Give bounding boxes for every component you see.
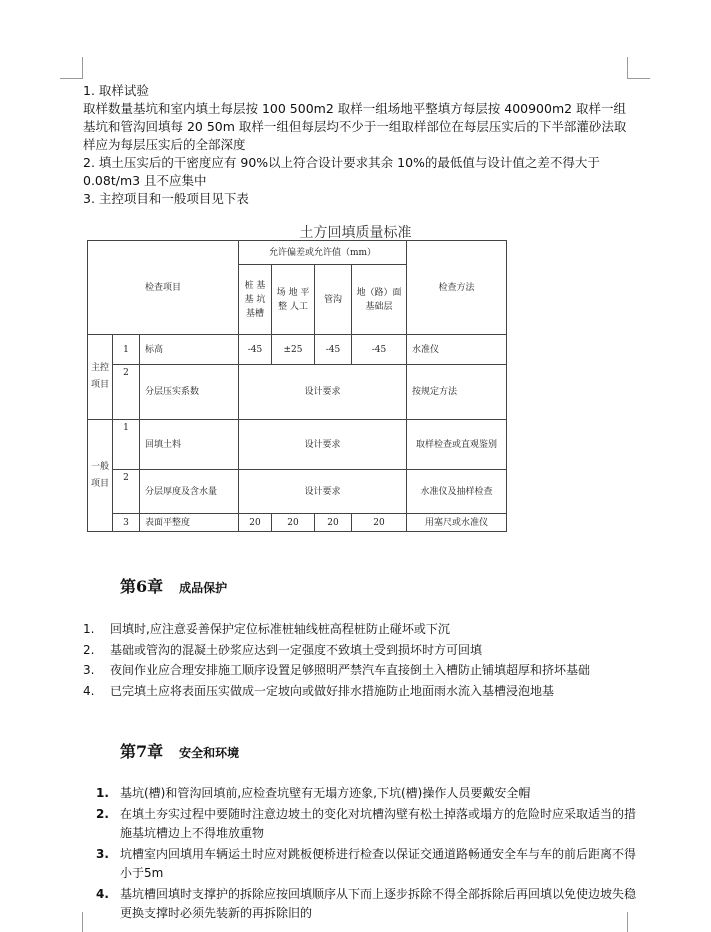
header-col-pit: 桩 基 基 坑 基槽 — [239, 265, 272, 335]
chapter-6-heading — [120, 574, 227, 597]
list-item — [96, 784, 636, 803]
row-merged-value: 设计要求 — [239, 420, 407, 470]
row-value: 20 — [352, 514, 407, 532]
list-item — [83, 640, 590, 661]
chapter-7-heading — [120, 739, 239, 762]
list-text: 坑槽室内回填用车辆运土时应对跳板便桥进行检查以保证交通道路畅通安全车与车的前后距离不得小于5m — [120, 847, 637, 880]
list-number: 2. — [83, 642, 95, 657]
list-number: 1. — [96, 786, 109, 800]
header-col-site: 场 地 平整 人工 — [272, 265, 315, 335]
group-main: 主控项目 — [88, 335, 113, 420]
row-no: 1 — [113, 420, 140, 470]
row-value: -45 — [352, 335, 407, 365]
row-no: 2 — [113, 365, 140, 420]
list-item — [96, 885, 636, 923]
list-text: 夜间作业应合理安排施工顺序设置足够照明严禁汽车直接倒土入槽防止铺填超厚和挤坏基础 — [110, 663, 591, 677]
list-item — [96, 845, 636, 883]
chapter-7-title: 安全和环境 — [179, 746, 240, 760]
group-general: 一般项目 — [88, 420, 113, 532]
chapter-7-list — [96, 784, 636, 925]
chapter-6-number: 第6章 — [120, 577, 164, 596]
row-method: 用塞尺或水准仪 — [407, 514, 507, 532]
table-title: 土方回填质量标准 — [299, 225, 412, 241]
list-item — [83, 681, 590, 702]
intro-item-3: 3. 主控项目和一般项目见下表 — [83, 191, 249, 206]
header-method: 检查方法 — [407, 241, 507, 335]
row-value: -45 — [239, 335, 272, 365]
list-number: 3. — [83, 663, 95, 677]
header-allowance: 允许偏差或允许值（mm） — [239, 241, 407, 265]
chapter-6-title: 成品保护 — [179, 581, 228, 595]
header-col-trench: 管沟 — [315, 265, 352, 335]
list-item — [83, 660, 590, 681]
row-no: 2 — [113, 470, 140, 514]
row-no: 3 — [113, 514, 140, 532]
chapter-6-list — [83, 619, 590, 701]
list-text: 已完填土应将表面压实做成一定坡向或做好排水措施防止地面雨水流入基槽浸泡地基 — [110, 683, 555, 698]
list-item — [96, 805, 636, 843]
row-value: 20 — [315, 514, 352, 532]
header-check-item: 检查项目 — [88, 241, 239, 335]
intro-item-1-body: 取样数量基坑和室内填土每层按 100 500m2 取样一组场地平整填方每层按 400900m2 取样一组基坑和管沟回填每 20 50m 取样一组但每层均不少于一组取样部位在每层压实后的下半部灌砂法取样应为每层压实后的全部深度 — [83, 101, 627, 152]
header-col-base: 地（路）面基础层 — [352, 265, 407, 335]
row-item: 回填土料 — [140, 420, 239, 470]
list-text: 基坑(槽)和管沟回填前,应检查坑壁有无塌方迹象,下坑(槽)操作人员要戴安全帽 — [120, 786, 531, 800]
quality-standard-table — [87, 240, 507, 532]
row-item: 分层压实系数 — [140, 365, 239, 420]
row-value: 20 — [272, 514, 315, 532]
chapter-7-number: 第7章 — [120, 742, 164, 761]
intro-item-1: 1. 取样试验 — [83, 83, 149, 98]
intro-item-2: 2. 填土压实后的干密度应有 90%以上符合设计要求其余 10%的最低值与设计值之差不得大于 0.08t/m3 且不应集中 — [83, 155, 600, 188]
row-value: 20 — [239, 514, 272, 532]
list-text: 基础或管沟的混凝土砂浆应达到一定强度不致填土受到损坏时方可回填 — [110, 642, 483, 657]
intro-section — [83, 82, 638, 208]
list-text: 基坑槽回填时支撑护的拆除应按回填顺序从下而上逐步拆除不得全部拆除后再回填以免使边坡失稳更换支撑时必须先装新的再拆除旧的 — [120, 887, 637, 920]
row-method: 水准仪 — [407, 335, 507, 365]
row-value: ±25 — [272, 335, 315, 365]
list-text: 在填土夯实过程中要随时注意边坡土的变化对坑槽沟壁有松土掉落或塌方的危险时应采取适当的措施基坑槽边上不得堆放重物 — [120, 807, 637, 840]
list-number: 3. — [96, 847, 109, 861]
row-item: 标高 — [140, 335, 239, 365]
list-item — [83, 619, 590, 640]
row-item: 分层厚度及含水量 — [140, 470, 239, 514]
row-value: -45 — [315, 335, 352, 365]
row-merged-value: 设计要求 — [239, 365, 407, 420]
list-number: 2. — [96, 807, 109, 821]
row-item: 表面平整度 — [140, 514, 239, 532]
row-method: 按规定方法 — [407, 365, 507, 420]
row-method: 水准仪及抽样检查 — [407, 470, 507, 514]
list-number: 4. — [96, 887, 109, 901]
list-number: 1. — [83, 622, 95, 636]
list-number: 4. — [83, 683, 95, 698]
row-merged-value: 设计要求 — [239, 470, 407, 514]
row-method: 取样检查或直观鉴别 — [407, 420, 507, 470]
row-no: 1 — [113, 335, 140, 365]
list-text: 回填时,应注意妥善保护定位标准桩轴线桩高程桩防止碰坏或下沉 — [110, 622, 450, 636]
